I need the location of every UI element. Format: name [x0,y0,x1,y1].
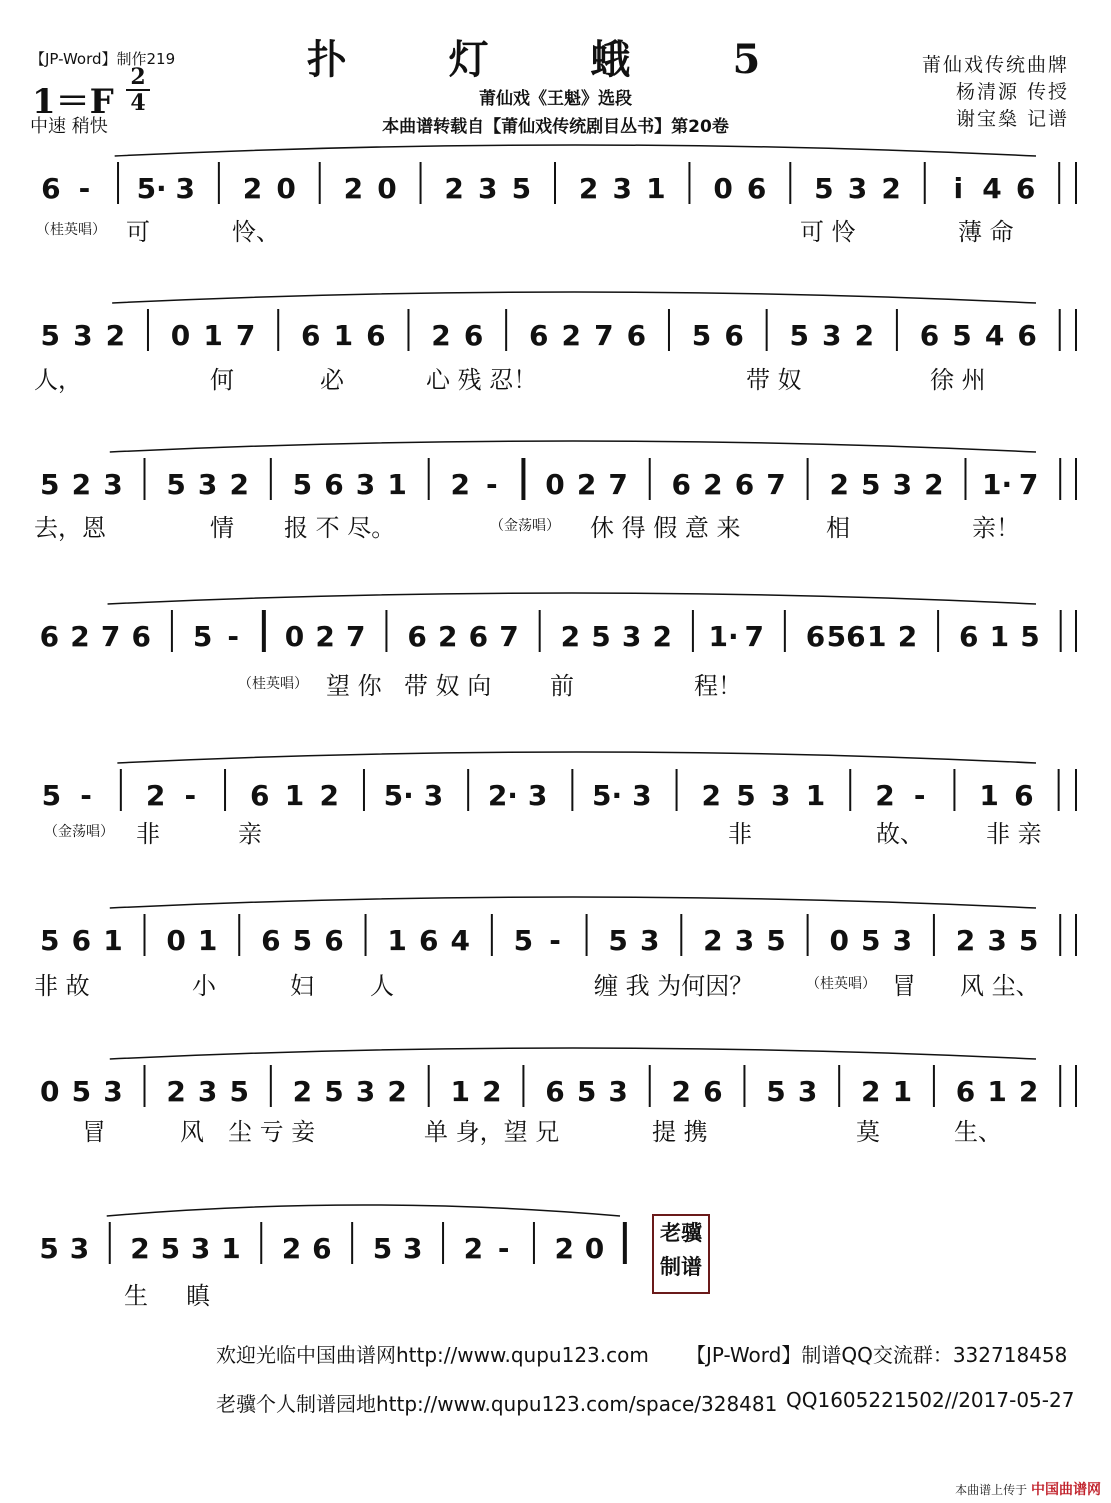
note: 6 [463,319,484,352]
song-subtitle: 莆仙戏《王魁》选段 [479,89,632,109]
note: 0 [166,924,186,957]
note: - [913,779,926,812]
note: - [80,779,92,812]
note: 7 [608,468,628,501]
lyric: 带 奴 向 [404,672,492,700]
note: 6 [955,1075,976,1108]
note: 6 [805,620,826,653]
note: - [227,620,240,653]
note: 0 [584,1232,605,1265]
credit-brand: 中国曲谱网 [1031,1482,1101,1498]
lyric: 小 [192,972,216,1000]
note: 1 [203,319,223,352]
slur [110,897,1036,908]
lyric: 情 [210,514,234,542]
lyric: 报 不 尽。 [284,514,396,542]
note: 5 [292,468,313,501]
lyric: 莫 [856,1118,880,1146]
lyric: 去，恩 [34,514,106,542]
note: 7 [766,468,786,501]
note: 1 [284,779,305,812]
lyric: 冒 [82,1118,106,1146]
note: 5 [736,779,756,812]
note: 7 [100,620,121,653]
note: 3 [632,779,652,812]
note: 1 [387,924,407,957]
credit-text: 本曲谱上传于 [955,1483,1028,1497]
note: 3 [403,1232,423,1265]
lyric: 亲！ [972,514,1020,542]
note: 2 [343,172,364,205]
lyric-line [0,508,1111,542]
note: 3 [190,1232,211,1265]
maker-tag: 【JP-Word】制作219 [30,50,176,68]
note: 3 [639,924,660,957]
note: 3 [987,924,1007,957]
singer-cue: （桂英唱） [238,676,308,692]
note: 5 [691,319,712,352]
note: 2 [229,468,249,501]
note: 3 [103,1075,123,1108]
lyric: 薄 命 [958,218,1014,246]
note: 2 [387,1075,407,1108]
note: 1 [989,620,1010,653]
lyric: 非 [136,820,160,848]
note: 2 [854,319,875,352]
note: 4 [450,924,471,957]
note: 5 [861,468,881,501]
lyric: 提 携 [652,1118,708,1146]
singer-cue: （金荡唱） [44,824,114,840]
note: 6 [301,319,321,352]
note: 2 [315,620,335,653]
lyric-line [0,814,1111,848]
note: 4 [982,172,1002,205]
note: 6 [131,620,152,653]
note: 6 [746,172,767,205]
note: 2 [578,172,599,205]
note: 2 [703,468,723,501]
note: 6 [671,468,692,501]
note: 0 [284,620,305,653]
note: 2 [881,172,901,205]
lyric-line [0,1112,1111,1146]
note: 2 [444,172,464,205]
note: 2 [319,779,339,812]
note: 6 [39,620,60,653]
lyric: 带 奴 [746,366,802,394]
note: 5 [39,1232,59,1265]
note: 2 [145,779,166,812]
note: 3 [892,468,913,501]
note: 1 [867,620,887,653]
note: 2 [281,1232,302,1265]
teacher-label: 杨清源 传授 [955,81,1069,103]
lyric: 风 [180,1118,204,1146]
note: 5 [576,1075,597,1108]
note: 3 [771,779,791,812]
tempo-marking: 中速 稍快 [30,116,108,137]
note: 2 [924,468,944,501]
note: 0 [713,172,733,205]
note: 2· [487,779,518,812]
note: 1 [646,172,666,205]
note: 3 [478,172,498,205]
lyric: 程！ [694,672,742,700]
stamp-line-1: 老骥 [660,1221,702,1245]
note: 6 [41,172,61,205]
footer-personal: 老骥个人制谱园地http://www.qupu123.com/space/328481 [216,1392,778,1416]
note: 1 [387,468,407,501]
lyric: 非 亲 [986,820,1042,848]
singer-cue: （桂英唱） [36,222,106,238]
note: 5 [1020,620,1040,653]
lyric: 可 怜 [800,218,856,246]
lyric-line [0,1276,1111,1310]
lyric: 望 你 [326,672,382,700]
lyric: 何 [210,366,234,394]
note: 6 [1017,319,1037,352]
meter-top: 2 [130,64,146,90]
note: 4 [984,319,1005,352]
lyric: 人， [34,366,82,394]
slur [110,441,1036,452]
note: 2 [437,620,458,653]
lyric-line [0,212,1111,246]
note: 5· [136,172,167,205]
lyric: 前 [550,672,574,700]
stamp-line-2: 制谱 [660,1255,702,1279]
note: 3 [197,1075,218,1108]
note: 6 [528,319,549,352]
note: 2 [463,1232,484,1265]
note: 3 [103,468,123,501]
note: 5· [592,779,623,812]
note: 6 [919,319,940,352]
note: i [953,172,964,205]
note: 2 [166,1075,186,1108]
slur [115,145,1036,156]
note: 1 [450,1075,471,1108]
slur [117,752,1036,763]
note: 6 [250,779,270,812]
note: 2 [955,924,976,957]
note: 7 [1018,468,1039,501]
note: 6 [468,620,489,653]
lyric: 生、 [954,1118,1002,1146]
note: 6 [407,620,427,653]
singer-cue: （金荡唱） [490,518,560,534]
upload-credit [955,1479,1101,1499]
footer-welcome: 欢迎光临中国曲谱网http://www.qupu123.com [216,1343,649,1367]
note: 5 [1018,924,1039,957]
note: 1 [987,1075,1007,1108]
note: 2 [576,468,597,501]
note: 6 [734,468,755,501]
note: 7 [594,319,614,352]
note: - [184,779,197,812]
lyric: 故、 [876,820,924,848]
note: 2 [652,620,673,653]
transcriber-label: 谢宝燊 记谱 [955,108,1069,130]
note: 5 [41,779,62,812]
lyric: 生 [124,1282,148,1310]
note: 6 [724,319,744,352]
note: 2 [554,1232,574,1265]
lyric: 妇 [290,972,314,1000]
note: 5 [71,1075,92,1108]
note: 3 [608,1075,628,1108]
note: 0 [377,172,397,205]
note: 5 [40,319,61,352]
note: 3 [847,172,868,205]
note: 3 [69,1232,90,1265]
note: 0 [170,319,191,352]
note: 2 [70,620,90,653]
note: 3 [892,924,913,957]
note: 3 [527,779,548,812]
slur [107,1205,620,1216]
note: 2 [703,924,723,957]
note: 5 [766,924,786,957]
note: 1 [221,1232,241,1265]
note: 3 [797,1075,818,1108]
lyric: 怜、 [232,218,280,246]
note: 5 [192,620,213,653]
lyric: 非 [728,820,752,848]
note: 5 [513,924,534,957]
note: 5 [814,172,834,205]
note: 3 [197,468,218,501]
note: 0 [40,1075,60,1108]
note: 5 [591,620,611,653]
note: 2 [482,1075,502,1108]
note: 5· [383,779,414,812]
note: 2 [130,1232,150,1265]
lyric: 冒 [892,972,916,1000]
note: 2 [105,319,126,352]
note: 2 [431,319,451,352]
footer-qq-date: QQ1605221502//2017-05-27 [786,1388,1075,1412]
note: 3 [423,779,444,812]
note: 3 [822,319,842,352]
note: 3 [355,1075,376,1108]
note: 6 [545,1075,565,1108]
lyric: 必 [320,366,344,394]
origin-label: 莆仙戏传统曲牌 [921,54,1069,76]
note: 0 [545,468,565,501]
footer-group: 【JP-Word】制谱QQ交流群：332718458 [686,1343,1068,1367]
note: 1 [103,924,123,957]
note: 5 [511,172,532,205]
note: 1· [981,468,1013,501]
note: 3 [734,924,755,957]
meter-bottom: 4 [130,90,146,116]
lyric: 单 身，望 兄 [424,1118,560,1146]
lyric: 相 [826,514,850,542]
note: 6 [324,468,344,501]
note: 6 [1015,172,1036,205]
note: 7 [235,319,256,352]
note: 3 [621,620,642,653]
note: 5 [292,924,313,957]
lyric: 徐 州 [930,366,986,394]
note: 3 [612,172,632,205]
note: 6 [324,924,344,957]
note: 5 [40,468,60,501]
note: 6 [71,924,92,957]
note: 5 [789,319,809,352]
note: 0 [276,172,296,205]
note: 2 [561,319,582,352]
note: - [486,468,498,501]
note: 3 [73,319,93,352]
song-title: 扑 灯 蛾 5 [306,36,805,83]
note: 6 [418,924,439,957]
note: 5 [324,1075,344,1108]
slur [108,593,1036,604]
slur [110,1048,1036,1059]
lyric: 休 得 假 意 来 [590,514,741,542]
note: 1· [708,620,739,653]
note: 2 [861,1075,881,1108]
note: 5 [861,924,881,957]
note: 5 [40,924,60,957]
lyric: 风 尘、 [960,972,1040,1000]
note: 5 [166,468,186,501]
note: 5 [229,1075,249,1108]
note: 1 [805,779,826,812]
note: 1 [197,924,218,957]
note: 7 [499,620,519,653]
note: 2 [897,620,918,653]
note: 2 [701,779,722,812]
note: - [497,1232,510,1265]
note: 6 [261,924,281,957]
note: 7 [346,620,366,653]
note: 2 [242,172,263,205]
note: 2 [71,468,92,501]
lyric-line [0,360,1111,394]
lyric: 瞋 [186,1282,210,1310]
note: 2 [875,779,895,812]
note: 1 [979,779,999,812]
note: 2 [829,468,849,501]
note: 0 [829,924,849,957]
lyric: 心 残 忍！ [426,366,538,394]
slur [112,292,1036,303]
note: 5 [160,1232,181,1265]
lyric: 非 故 [34,972,90,1000]
note: 2 [671,1075,692,1108]
note: 1 [333,319,354,352]
note: 3 [355,468,376,501]
note: - [78,172,91,205]
maker-stamp [652,1214,710,1294]
note: 6 [626,319,647,352]
note: 1 [892,1075,913,1108]
key-signature: 1＝F [32,82,114,122]
note: 2 [1018,1075,1039,1108]
lyric-line [0,966,1111,1000]
note: 2 [450,468,471,501]
note: 5 [952,319,972,352]
note: 6 [958,620,979,653]
source-note: 本曲谱转载自【莆仙戏传统剧目丛书】第20卷 [382,117,729,137]
singer-cue: （桂英唱） [806,976,876,992]
lyric: 人 [370,972,394,1000]
note: 2 [292,1075,313,1108]
note: 3 [175,172,196,205]
lyric: 亲 [238,820,262,848]
note: 6 [703,1075,723,1108]
lyric: 尘 亏 妾 [228,1118,316,1146]
lyric-line [0,666,1111,700]
note: 6 [1014,779,1034,812]
note: 56 [826,620,866,653]
note: 5 [766,1075,786,1108]
note: 6 [366,319,386,352]
lyric: 缠 我 为何因？ [594,972,754,1000]
note: 7 [744,620,764,653]
note: 2 [560,620,581,653]
note: 6 [312,1232,332,1265]
note: 5 [372,1232,393,1265]
note: - [549,924,561,957]
note: 5 [608,924,628,957]
lyric: 可 [126,218,150,246]
